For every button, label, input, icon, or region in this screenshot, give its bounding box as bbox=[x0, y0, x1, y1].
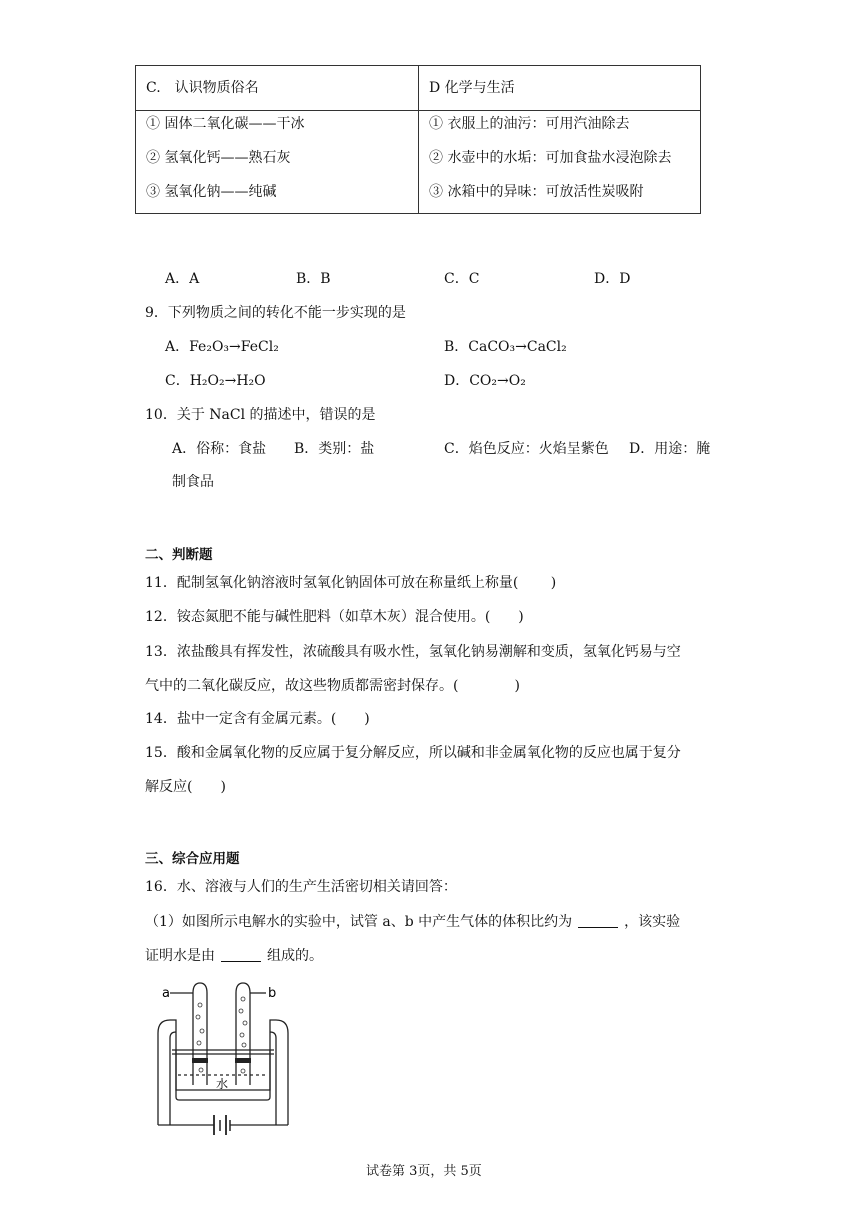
q8-choice-d: D．D bbox=[594, 271, 631, 287]
option-c-item: ② 氢氧化钙——熟石灰 bbox=[146, 150, 291, 166]
option-d-item: ③ 冰箱中的异味：可放活性炭吸附 bbox=[429, 184, 644, 200]
answer-blank[interactable] bbox=[578, 914, 618, 928]
q9-stem: 9．下列物质之间的转化不能一步实现的是 bbox=[145, 305, 406, 321]
q13-line-2: 气中的二氧化碳反应，故这些物质都需密封保存。( ) bbox=[145, 678, 520, 694]
q16: 16．水、溶液与人们的生产生活密切相关请回答： bbox=[145, 879, 457, 895]
q9-choice-c: C．H₂O₂→H₂O bbox=[165, 373, 266, 389]
q16-part-2-text-b: 组成的。 bbox=[267, 948, 323, 964]
q15-line-1: 15．酸和金属氧化物的反应属于复分解反应，所以碱和非金属氧化物的反应也属于复分 bbox=[145, 745, 681, 761]
q16-part-1 bbox=[145, 911, 680, 931]
q9-choice-d: D．CO₂→O₂ bbox=[444, 373, 526, 389]
option-d-items bbox=[419, 111, 701, 214]
option-d-title: D 化学与生活 bbox=[419, 66, 701, 111]
q10-choice-d: D．用途：腌 bbox=[629, 441, 711, 457]
option-c-items bbox=[136, 111, 419, 214]
q11: 11．配制氢氧化钠溶液时氢氧化钠固体可放在称量纸上称量( ) bbox=[145, 575, 557, 591]
q16-part-1-text-b: ，该实验 bbox=[624, 914, 681, 930]
q8-choice-b: B．B bbox=[296, 271, 331, 287]
q10-choice-c: C．焰色反应：火焰呈紫色 bbox=[444, 441, 609, 457]
section-3-title: 三、综合应用题 bbox=[145, 851, 240, 867]
q15-line-2: 解反应( ) bbox=[145, 779, 226, 795]
q10-stem: 10．关于 NaCl 的描述中，错误的是 bbox=[145, 407, 376, 423]
tube-b-label: b bbox=[268, 986, 277, 1001]
q12: 12．铵态氮肥不能与碱性肥料（如草木灰）混合使用。( ) bbox=[145, 609, 524, 625]
electrolysis-diagram bbox=[148, 975, 298, 1150]
q9-choice-a: A．Fe₂O₃→FeCl₂ bbox=[165, 339, 279, 355]
option-c-item: ① 固体二氧化碳——干冰 bbox=[146, 116, 305, 132]
q10-choice-d-continued: 制食品 bbox=[172, 474, 214, 490]
option-d-item: ① 衣服上的油污：可用汽油除去 bbox=[429, 116, 630, 132]
option-d-item: ② 水壶中的水垢：可加食盐水浸泡除去 bbox=[429, 150, 672, 166]
q8-choice-a: A．A bbox=[165, 271, 200, 287]
water-label: 水 bbox=[216, 1077, 229, 1091]
option-c-title: C. 认识物质俗名 bbox=[136, 66, 419, 111]
q10-choice-a: A．俗称：食盐 bbox=[172, 441, 267, 457]
q13-line-1: 13．浓盐酸具有挥发性，浓硫酸具有吸水性，氢氧化钠易潮解和变质，氢氧化钙易与空 bbox=[145, 644, 681, 660]
section-2-title: 二、判断题 bbox=[145, 547, 213, 563]
page-footer: 试卷第 3页，共 5页 bbox=[366, 1164, 482, 1179]
q16-part-2 bbox=[145, 945, 323, 965]
q16-part-1-text-a: （1）如图所示电解水的实验中，试管 a、b 中产生气体的体积比约为 bbox=[145, 914, 573, 930]
options-table bbox=[135, 65, 701, 214]
q16-part-2-text-a: 证明水是由 bbox=[145, 948, 215, 964]
tube-a-label: a bbox=[162, 986, 170, 1001]
answer-blank[interactable] bbox=[221, 948, 261, 962]
q10-choice-b: B．类别：盐 bbox=[294, 441, 375, 457]
q8-choice-c: C．C bbox=[444, 271, 480, 287]
q14: 14．盐中一定含有金属元素。( ) bbox=[145, 711, 370, 727]
option-c-item: ③ 氢氧化钠——纯碱 bbox=[146, 184, 277, 200]
q9-choice-b: B．CaCO₃→CaCl₂ bbox=[444, 339, 567, 355]
